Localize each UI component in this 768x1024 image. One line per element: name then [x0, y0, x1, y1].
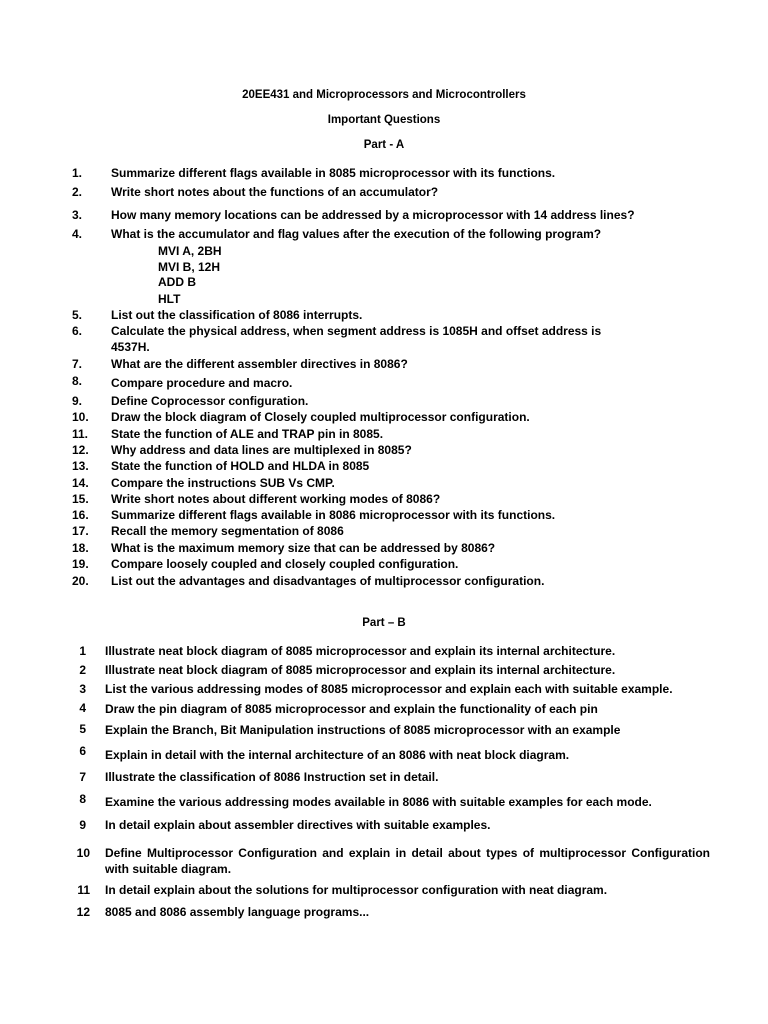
question-number: 3: [79, 682, 86, 696]
question-text-continued: 4537H.: [111, 340, 150, 354]
question-text: Summarize different flags available in 8085 microprocessor with its functions.: [111, 166, 556, 180]
question-text: Draw the pin diagram of 8085 microprocessor and explain the functionality of each pin: [105, 702, 598, 716]
code-line: MVI A, 2BH: [158, 244, 222, 258]
question-text: How many memory locations can be addressed by a microprocessor with 14 address lines?: [111, 208, 635, 222]
question-number: 9: [79, 818, 86, 832]
question-text: Illustrate neat block diagram of 8085 microprocessor and explain its internal architecture.: [105, 663, 616, 677]
question-number: 12.: [72, 443, 89, 457]
question-text: What is the accumulator and flag values after the execution of the following program?: [111, 227, 602, 241]
question-number: 12: [76, 905, 90, 919]
question-number: 8: [79, 792, 86, 806]
part-b-heading: Part – B: [362, 617, 406, 629]
question-text: List out the classification of 8086 interrupts.: [111, 308, 363, 322]
question-number: 10: [76, 846, 90, 860]
question-text: Draw the block diagram of Closely coupled multiprocessor configuration.: [111, 410, 530, 424]
question-number: 14.: [72, 476, 89, 490]
question-text: List out the advantages and disadvantages of multiprocessor configuration.: [111, 574, 545, 588]
question-number: 2: [79, 663, 86, 677]
document-title: 20EE431 and Microprocessors and Microcontrollers: [242, 89, 526, 101]
question-number: 10.: [72, 410, 89, 424]
question-text: Define Multiprocessor Configuration and explain in detail about types of multiprocessor Configuration with suitable diagram.: [105, 846, 710, 876]
question-number: 5: [79, 722, 86, 736]
question-number: 2.: [72, 185, 83, 199]
question-text: In detail explain about assembler directives with suitable examples.: [105, 818, 491, 832]
question-text: Why address and data lines are multiplexed in 8085?: [111, 443, 412, 457]
question-number: 9.: [72, 394, 83, 408]
question-text: Define Coprocessor configuration.: [111, 394, 309, 408]
question-text: Examine the various addressing modes available in 8086 with suitable examples for each mode.: [105, 795, 652, 809]
question-number: 17.: [72, 524, 89, 538]
question-text: Explain the Branch, Bit Manipulation instructions of 8085 microprocessor with an example: [105, 723, 621, 737]
question-text: Write short notes about different working modes of 8086?: [111, 492, 441, 506]
question-text: State the function of ALE and TRAP pin in 8085.: [111, 427, 384, 441]
question-number: 20.: [72, 574, 89, 588]
code-line: HLT: [158, 292, 181, 306]
question-number: 11: [77, 883, 90, 897]
question-number: 18.: [72, 541, 89, 555]
document-subtitle: Important Questions: [327, 114, 441, 126]
question-number: 15.: [72, 492, 89, 506]
part-a-heading: Part - A: [363, 139, 405, 151]
question-number: 3.: [72, 208, 83, 222]
question-text: Illustrate neat block diagram of 8085 microprocessor and explain its internal architecture.: [105, 644, 616, 658]
question-text: What is the maximum memory size that can be addressed by 8086?: [111, 541, 496, 555]
question-number: 1.: [72, 166, 83, 180]
question-text: Illustrate the classification of 8086 Instruction set in detail.: [105, 770, 439, 784]
question-text: Calculate the physical address, when segment address is 1085H and offset address is: [111, 324, 602, 338]
question-number: 6: [79, 744, 86, 758]
question-text: 8085 and 8086 assembly language programs...: [105, 905, 370, 919]
question-number: 19.: [72, 557, 89, 571]
question-text: Summarize different flags available in 8086 microprocessor with its functions.: [111, 508, 556, 522]
question-number: 11.: [72, 427, 89, 441]
code-line: MVI B, 12H: [158, 260, 221, 274]
question-text: Compare procedure and macro.: [111, 376, 293, 390]
question-number: 8.: [72, 374, 83, 388]
question-text: Write short notes about the functions of an accumulator?: [111, 185, 439, 199]
question-number: 7: [79, 770, 86, 784]
question-number: 16.: [72, 508, 89, 522]
question-text: List the various addressing modes of 8085 microprocessor and explain each with suitable example.: [105, 682, 673, 696]
question-number: 4: [79, 701, 86, 715]
question-number: 5.: [72, 308, 83, 322]
question-number: 7.: [72, 357, 83, 371]
question-text: What are the different assembler directives in 8086?: [111, 357, 408, 371]
question-number: 4.: [72, 227, 83, 241]
question-text: Explain in detail with the internal architecture of an 8086 with neat block diagram.: [105, 748, 570, 762]
question-number: 13.: [72, 459, 89, 473]
question-text: State the function of HOLD and HLDA in 8085: [111, 459, 370, 473]
question-text: Compare the instructions SUB Vs CMP.: [111, 476, 335, 490]
question-text: Recall the memory segmentation of 8086: [111, 524, 344, 538]
question-text: In detail explain about the solutions for multiprocessor configuration with neat diagram.: [105, 883, 608, 897]
code-line: ADD B: [158, 275, 196, 289]
question-number: 1: [79, 644, 86, 658]
question-number: 6.: [72, 324, 83, 338]
question-text: Compare loosely coupled and closely coupled configuration.: [111, 557, 459, 571]
